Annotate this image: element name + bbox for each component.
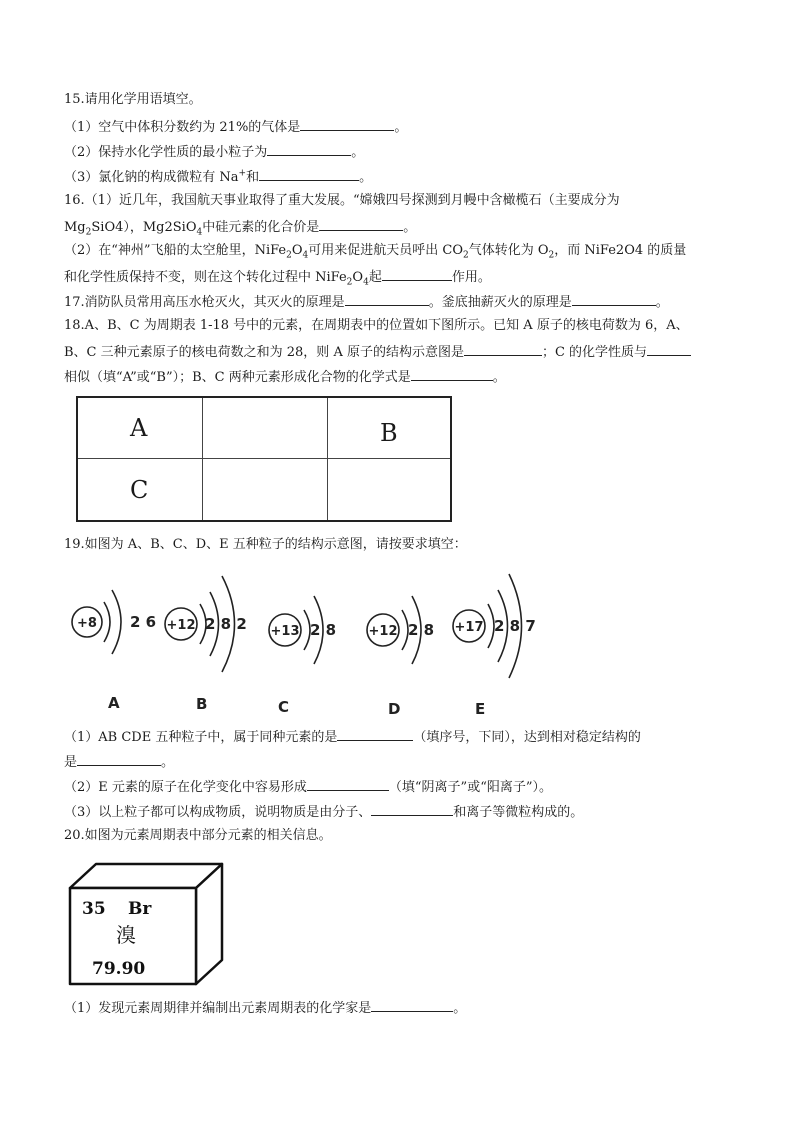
answer-blank[interactable] (337, 727, 413, 741)
q15-part2: （2）保持水化学性质的最小粒子为 。 (64, 142, 364, 162)
atomic-mass: 79.90 (92, 959, 146, 979)
q19-title: 19.如图为 A、B、C、D、E 五种粒子的结构示意图，请按要求填空： (64, 537, 467, 552)
q19-part1-cont: 是 。 (64, 752, 174, 772)
answer-blank[interactable] (259, 167, 359, 181)
element-tile-bromine (66, 862, 226, 992)
atomic-number: 35 (82, 899, 106, 919)
element-name: 溴 (116, 923, 136, 947)
q16-line1: 16.（1）近几年，我国航天事业取得了重大发展。“嫦娥四号探测到月幔中含橄榄石（主要成分为 (64, 193, 620, 208)
atom-label: D (388, 700, 401, 718)
answer-blank[interactable] (464, 342, 542, 356)
answer-blank[interactable] (382, 267, 452, 281)
answer-blank[interactable] (307, 777, 389, 791)
nucleus-label: +8 (77, 616, 97, 631)
q19-part2: （2）E 元素的原子在化学变化中容易形成 （填“阴离子”或“阳离子”）。 (64, 777, 552, 797)
answer-blank[interactable] (371, 998, 453, 1012)
answer-blank[interactable] (267, 142, 351, 156)
element-symbol: Br (128, 899, 152, 919)
q16-line4: 和化学性质保持不变，则在这个转化过程中 $NiFe_2O_4$起 作用。 (64, 267, 491, 287)
shell-electrons: 2 6 (130, 613, 157, 631)
nucleus-label: +17 (454, 620, 484, 635)
cell-a: A (130, 414, 148, 442)
q18-line3: 相似（填“A”或“B”）；B、C 两种元素形成化合物的化学式是 。 (64, 367, 506, 387)
atom-label: B (196, 695, 208, 713)
q15-part3: （3）氯化钠的构成微粒有 Na+和 。 (64, 168, 373, 185)
shell-electrons: 2 8 2 (205, 615, 247, 633)
q15-title: 15.请用化学用语填空。 (64, 92, 202, 107)
q18-line2: B、C 三种元素原子的核电荷数之和为 28，则 A 原子的结构示意图是 ；C 的化学性质与 (64, 342, 691, 362)
answer-blank[interactable] (411, 367, 493, 381)
q16-line2: $Mg_2SiO4$），Mg2SiO$_4$中硅元素的化合价是 。 (64, 217, 416, 237)
nucleus-label: +13 (270, 624, 300, 639)
answer-blank[interactable] (371, 802, 453, 816)
q20-part1: （1）发现元素周期律并编制出元素周期表的化学家是 。 (64, 998, 466, 1018)
atom-structure-diagrams (60, 560, 560, 720)
atom-label: A (108, 694, 120, 712)
answer-blank[interactable] (300, 117, 394, 131)
shell-electrons: 2 8 (408, 621, 435, 639)
atom-label: E (475, 700, 486, 718)
answer-blank[interactable] (319, 217, 403, 231)
periodic-table-grid (76, 396, 452, 522)
cell-c: C (130, 476, 149, 504)
q15-part1: （1）空气中体积分数约为 21%的气体是 。 (64, 117, 407, 137)
nucleus-label: +12 (166, 618, 196, 633)
atom-label: C (278, 698, 290, 716)
q17-line: 17.消防队员常用高压水枪灭火，其灭火的原理是 。釜底抽薪灭火的原理是 。 (64, 292, 669, 312)
answer-blank[interactable] (572, 292, 656, 306)
cell-b: B (380, 419, 398, 447)
q16-line3: （2）在“神州”飞船的太空舱里，$NiFe_2O_4$可用来促进航天员呼出 $CO_2$气体转化为 $O_2$，而 NiFe2O4 的质量 (64, 243, 687, 261)
answer-blank[interactable] (77, 752, 161, 766)
shell-electrons: 2 8 (310, 621, 337, 639)
q19-part3: （3）以上粒子都可以构成物质，说明物质是由分子、 和离子等微粒构成的。 (64, 802, 583, 822)
shell-electrons: 2 8 7 (494, 617, 536, 635)
answer-blank[interactable] (345, 292, 429, 306)
answer-blank[interactable] (647, 342, 691, 356)
q20-title: 20.如图为元素周期表中部分元素的相关信息。 (64, 828, 332, 843)
nucleus-label: +12 (368, 624, 398, 639)
q18-line1: 18.A、B、C 为周期表 1-18 号中的元素，在周期表中的位置如下图所示。已知 A 原子的核电荷数为 6，A、 (64, 318, 689, 333)
q19-part1: （1）AB CDE 五种粒子中，属于同种元素的是 （填序号，下同），达到相对稳定结构的 (64, 727, 641, 747)
